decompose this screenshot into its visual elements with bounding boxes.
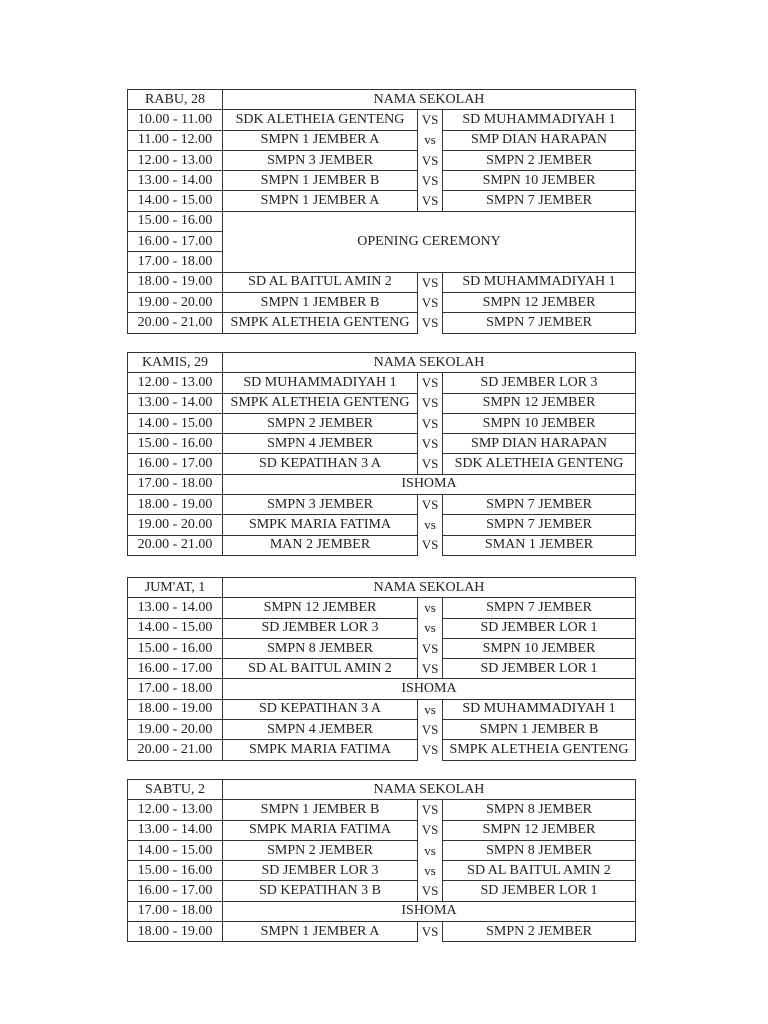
table-row <box>128 191 636 211</box>
away-team: SD AL BAITUL AMIN 2 <box>443 861 636 881</box>
vs-label: VS <box>418 922 443 942</box>
table-row <box>128 373 636 393</box>
table-row <box>128 659 636 679</box>
home-team: MAN 2 JEMBER <box>223 535 418 555</box>
time-slot: 14.00 - 15.00 <box>128 618 223 638</box>
event-cell: OPENING CEREMONY <box>223 211 636 272</box>
time-slot: 13.00 - 14.00 <box>128 820 223 840</box>
time-slot: 11.00 - 12.00 <box>128 130 223 150</box>
away-team: SMPN 10 JEMBER <box>443 171 636 191</box>
home-team: SMPK ALETHEIA GENTENG <box>223 393 418 413</box>
vs-label: VS <box>418 434 443 454</box>
home-team: SMPN 1 JEMBER A <box>223 191 418 211</box>
away-team: SMPN 12 JEMBER <box>443 292 636 312</box>
time-slot: 18.00 - 19.00 <box>128 272 223 292</box>
vs-label: vs <box>418 130 443 150</box>
table-row <box>128 110 636 130</box>
event-cell: ISHOMA <box>223 679 636 699</box>
column-header: NAMA SEKOLAH <box>223 353 636 373</box>
vs-label: VS <box>418 720 443 740</box>
table-row <box>128 800 636 820</box>
header-row <box>128 90 636 110</box>
home-team: SMPN 3 JEMBER <box>223 150 418 170</box>
away-team: SMPN 7 JEMBER <box>443 598 636 618</box>
home-team: SD AL BAITUL AMIN 2 <box>223 659 418 679</box>
home-team: SMPN 2 JEMBER <box>223 413 418 433</box>
home-team: SD JEMBER LOR 3 <box>223 618 418 638</box>
away-team: SMPN 12 JEMBER <box>443 820 636 840</box>
away-team: SMPN 10 JEMBER <box>443 413 636 433</box>
table-row <box>128 535 636 555</box>
table-row <box>128 171 636 191</box>
time-slot: 16.00 - 17.00 <box>128 454 223 474</box>
vs-label: vs <box>418 598 443 618</box>
table-row <box>128 150 636 170</box>
vs-label: VS <box>418 191 443 211</box>
table-row <box>128 474 636 494</box>
column-header: NAMA SEKOLAH <box>223 90 636 110</box>
event-cell: ISHOMA <box>223 474 636 494</box>
table-row <box>128 699 636 719</box>
table-row <box>128 130 636 150</box>
time-slot: 18.00 - 19.00 <box>128 495 223 515</box>
home-team: SMPN 1 JEMBER A <box>223 922 418 942</box>
home-team: SD KEPATIHAN 3 A <box>223 454 418 474</box>
table-row <box>128 922 636 942</box>
column-header: NAMA SEKOLAH <box>223 578 636 598</box>
table-row <box>128 515 636 535</box>
home-team: SMPK MARIA FATIMA <box>223 515 418 535</box>
day-label: SABTU, 2 <box>128 780 223 800</box>
vs-label: VS <box>418 171 443 191</box>
table-row <box>128 861 636 881</box>
time-slot: 15.00 - 16.00 <box>128 434 223 454</box>
schedule-table <box>127 779 636 942</box>
header-row <box>128 780 636 800</box>
table-row <box>128 901 636 921</box>
vs-label: vs <box>418 840 443 860</box>
vs-label: VS <box>418 413 443 433</box>
away-team: SDK ALETHEIA GENTENG <box>443 454 636 474</box>
schedule-table <box>127 352 636 556</box>
table-row <box>128 740 636 760</box>
vs-label: VS <box>418 740 443 760</box>
time-slot: 12.00 - 13.00 <box>128 373 223 393</box>
away-team: SMPN 10 JEMBER <box>443 638 636 658</box>
vs-label: VS <box>418 292 443 312</box>
home-team: SMPN 1 JEMBER B <box>223 800 418 820</box>
table-row <box>128 638 636 658</box>
vs-label: VS <box>418 313 443 333</box>
table-row <box>128 618 636 638</box>
away-team: SMPN 7 JEMBER <box>443 313 636 333</box>
home-team: SD KEPATIHAN 3 A <box>223 699 418 719</box>
time-slot: 17.00 - 18.00 <box>128 474 223 494</box>
vs-label: vs <box>418 861 443 881</box>
time-slot: 18.00 - 19.00 <box>128 922 223 942</box>
vs-label: VS <box>418 535 443 555</box>
schedule-table <box>127 577 636 761</box>
time-slot: 20.00 - 21.00 <box>128 313 223 333</box>
table-row <box>128 720 636 740</box>
away-team: SMPN 8 JEMBER <box>443 800 636 820</box>
time-slot: 12.00 - 13.00 <box>128 800 223 820</box>
home-team: SMPN 1 JEMBER B <box>223 292 418 312</box>
vs-label: VS <box>418 659 443 679</box>
time-slot: 13.00 - 14.00 <box>128 393 223 413</box>
home-team: SDK ALETHEIA GENTENG <box>223 110 418 130</box>
time-slot: 12.00 - 13.00 <box>128 150 223 170</box>
away-team: SMPN 7 JEMBER <box>443 191 636 211</box>
time-slot: 16.00 - 17.00 <box>128 659 223 679</box>
away-team: SMPK ALETHEIA GENTENG <box>443 740 636 760</box>
time-slot: 16.00 - 17.00 <box>128 232 223 252</box>
time-slot: 17.00 - 18.00 <box>128 901 223 921</box>
time-slot: 15.00 - 16.00 <box>128 861 223 881</box>
header-row <box>128 578 636 598</box>
day-label: KAMIS, 29 <box>128 353 223 373</box>
home-team: SD JEMBER LOR 3 <box>223 861 418 881</box>
home-team: SMPK MARIA FATIMA <box>223 820 418 840</box>
header-row <box>128 353 636 373</box>
time-slot: 20.00 - 21.00 <box>128 535 223 555</box>
vs-label: VS <box>418 454 443 474</box>
time-slot: 13.00 - 14.00 <box>128 598 223 618</box>
vs-label: VS <box>418 638 443 658</box>
time-slot: 13.00 - 14.00 <box>128 171 223 191</box>
away-team: SD MUHAMMADIYAH 1 <box>443 272 636 292</box>
time-slot: 14.00 - 15.00 <box>128 413 223 433</box>
time-slot: 15.00 - 16.00 <box>128 638 223 658</box>
table-row <box>128 413 636 433</box>
time-slot: 14.00 - 15.00 <box>128 840 223 860</box>
vs-label: VS <box>418 373 443 393</box>
home-team: SMPN 4 JEMBER <box>223 720 418 740</box>
away-team: SMPN 8 JEMBER <box>443 840 636 860</box>
vs-label: vs <box>418 515 443 535</box>
time-slot: 19.00 - 20.00 <box>128 720 223 740</box>
away-team: SMPN 1 JEMBER B <box>443 720 636 740</box>
table-row <box>128 292 636 312</box>
time-slot: 19.00 - 20.00 <box>128 515 223 535</box>
away-team: SD MUHAMMADIYAH 1 <box>443 110 636 130</box>
time-slot: 18.00 - 19.00 <box>128 699 223 719</box>
home-team: SMPN 8 JEMBER <box>223 638 418 658</box>
away-team: SMPN 12 JEMBER <box>443 393 636 413</box>
event-cell: ISHOMA <box>223 901 636 921</box>
table-row <box>128 598 636 618</box>
table-row <box>128 393 636 413</box>
away-team: SD JEMBER LOR 1 <box>443 618 636 638</box>
vs-label: VS <box>418 393 443 413</box>
table-row <box>128 679 636 699</box>
away-team: SD MUHAMMADIYAH 1 <box>443 699 636 719</box>
away-team: SD JEMBER LOR 3 <box>443 373 636 393</box>
home-team: SMPN 4 JEMBER <box>223 434 418 454</box>
day-label: RABU, 28 <box>128 90 223 110</box>
table-row <box>128 434 636 454</box>
away-team: SMP DIAN HARAPAN <box>443 130 636 150</box>
home-team: SD KEPATIHAN 3 B <box>223 881 418 901</box>
time-slot: 10.00 - 11.00 <box>128 110 223 130</box>
table-row <box>128 211 636 231</box>
time-slot: 20.00 - 21.00 <box>128 740 223 760</box>
away-team: SMPN 2 JEMBER <box>443 922 636 942</box>
vs-label: VS <box>418 150 443 170</box>
time-slot: 17.00 - 18.00 <box>128 252 223 272</box>
home-team: SD MUHAMMADIYAH 1 <box>223 373 418 393</box>
home-team: SMPN 1 JEMBER B <box>223 171 418 191</box>
table-row <box>128 840 636 860</box>
schedule-table <box>127 89 636 334</box>
home-team: SMPN 12 JEMBER <box>223 598 418 618</box>
home-team: SMPK MARIA FATIMA <box>223 740 418 760</box>
away-team: SD JEMBER LOR 1 <box>443 881 636 901</box>
vs-label: vs <box>418 618 443 638</box>
vs-label: VS <box>418 800 443 820</box>
table-row <box>128 881 636 901</box>
home-team: SD AL BAITUL AMIN 2 <box>223 272 418 292</box>
vs-label: VS <box>418 495 443 515</box>
table-row <box>128 272 636 292</box>
vs-label: VS <box>418 272 443 292</box>
day-label: JUM'AT, 1 <box>128 578 223 598</box>
home-team: SMPN 1 JEMBER A <box>223 130 418 150</box>
vs-label: VS <box>418 110 443 130</box>
away-team: SD JEMBER LOR 1 <box>443 659 636 679</box>
away-team: SMAN 1 JEMBER <box>443 535 636 555</box>
away-team: SMP DIAN HARAPAN <box>443 434 636 454</box>
away-team: SMPN 7 JEMBER <box>443 495 636 515</box>
vs-label: VS <box>418 881 443 901</box>
table-row <box>128 495 636 515</box>
away-team: SMPN 7 JEMBER <box>443 515 636 535</box>
table-row <box>128 313 636 333</box>
home-team: SMPN 2 JEMBER <box>223 840 418 860</box>
home-team: SMPK ALETHEIA GENTENG <box>223 313 418 333</box>
vs-label: VS <box>418 820 443 840</box>
time-slot: 14.00 - 15.00 <box>128 191 223 211</box>
vs-label: vs <box>418 699 443 719</box>
time-slot: 19.00 - 20.00 <box>128 292 223 312</box>
time-slot: 15.00 - 16.00 <box>128 211 223 231</box>
time-slot: 16.00 - 17.00 <box>128 881 223 901</box>
column-header: NAMA SEKOLAH <box>223 780 636 800</box>
table-row <box>128 820 636 840</box>
table-row <box>128 454 636 474</box>
time-slot: 17.00 - 18.00 <box>128 679 223 699</box>
away-team: SMPN 2 JEMBER <box>443 150 636 170</box>
home-team: SMPN 3 JEMBER <box>223 495 418 515</box>
